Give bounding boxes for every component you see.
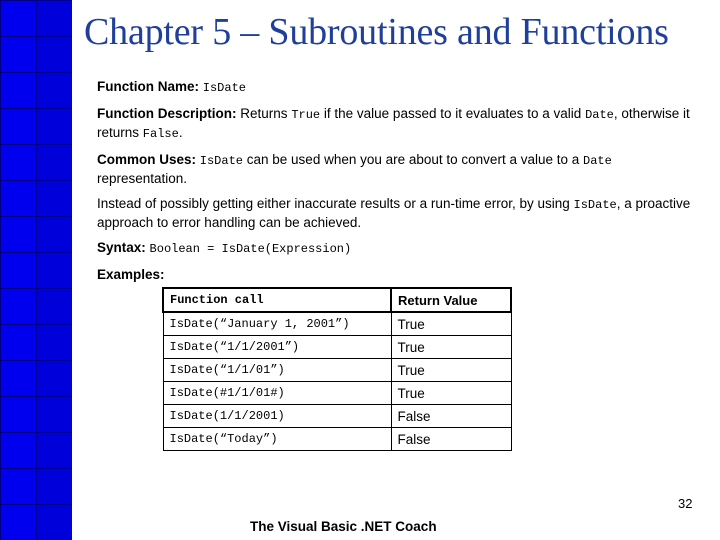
syntax-line <box>97 239 697 258</box>
common-uses-text-2: representation. <box>97 171 188 186</box>
header-function-call: Function call <box>163 288 391 312</box>
function-call-cell: IsDate(1/1/2001) <box>163 405 391 428</box>
table-row <box>163 382 511 405</box>
desc-text-2: if the value passed to it evaluates to a valid <box>323 106 582 121</box>
function-call-cell: IsDate(“Today”) <box>163 428 391 451</box>
table-row <box>163 405 511 428</box>
return-value-cell: False <box>391 428 511 451</box>
table-row <box>163 336 511 359</box>
table-header-row <box>163 288 511 312</box>
instead-code-isdate: IsDate <box>573 198 617 212</box>
sidebar-stripe <box>36 0 72 540</box>
return-value-cell: True <box>391 382 511 405</box>
instead-text-1: Instead of possibly getting either inaccurate results or a run-time error, by using <box>97 196 570 211</box>
footer-text: The Visual Basic .NET Coach <box>250 519 437 534</box>
return-value-cell: True <box>391 312 511 336</box>
table-row <box>163 428 511 451</box>
function-name-value: IsDate <box>202 81 246 95</box>
table-row <box>163 312 511 336</box>
return-value-cell: False <box>391 405 511 428</box>
desc-text-3: , <box>613 106 618 121</box>
function-call-cell: IsDate(“January 1, 2001”) <box>163 312 391 336</box>
function-name-line <box>97 78 697 97</box>
desc-code-date: Date <box>585 108 614 122</box>
desc-text-1: Returns <box>240 106 288 121</box>
desc-text-5: . <box>178 125 183 140</box>
slide-body <box>97 78 697 291</box>
header-return-value: Return Value <box>391 288 511 312</box>
return-value-cell: True <box>391 359 511 382</box>
desc-code-true: True <box>291 108 321 122</box>
slide-title: Chapter 5 – Subroutines and Functions <box>84 11 669 53</box>
examples-label: Examples: <box>97 267 165 282</box>
return-value-cell: True <box>391 336 511 359</box>
function-name-label: Function Name: <box>97 79 200 94</box>
common-uses-label: Common Uses: <box>97 152 197 167</box>
syntax-value: Boolean = IsDate(Expression) <box>149 242 352 256</box>
instead-paragraph <box>97 195 697 231</box>
function-description <box>97 105 697 143</box>
desc-code-false: False <box>142 127 179 141</box>
common-uses-code-date: Date <box>583 154 612 168</box>
common-uses-text-1: can be used when you are about to convert a value to a <box>246 152 580 167</box>
instead-text-2: , a proactive approach to error handling can be achieved. <box>97 196 691 230</box>
page-number: 32 <box>678 496 693 511</box>
common-uses-code-isdate: IsDate <box>199 154 243 168</box>
sidebar-decoration <box>0 0 72 540</box>
function-call-cell: IsDate(“1/1/01”) <box>163 359 391 382</box>
examples-table <box>162 287 512 451</box>
table-row <box>163 359 511 382</box>
function-call-cell: IsDate(“1/1/2001”) <box>163 336 391 359</box>
desc-text-4: otherwise it returns <box>97 106 690 140</box>
syntax-label: Syntax: <box>97 240 146 255</box>
function-call-cell: IsDate(#1/1/01#) <box>163 382 391 405</box>
common-uses <box>97 151 697 187</box>
function-description-label: Function Description: <box>97 106 237 121</box>
